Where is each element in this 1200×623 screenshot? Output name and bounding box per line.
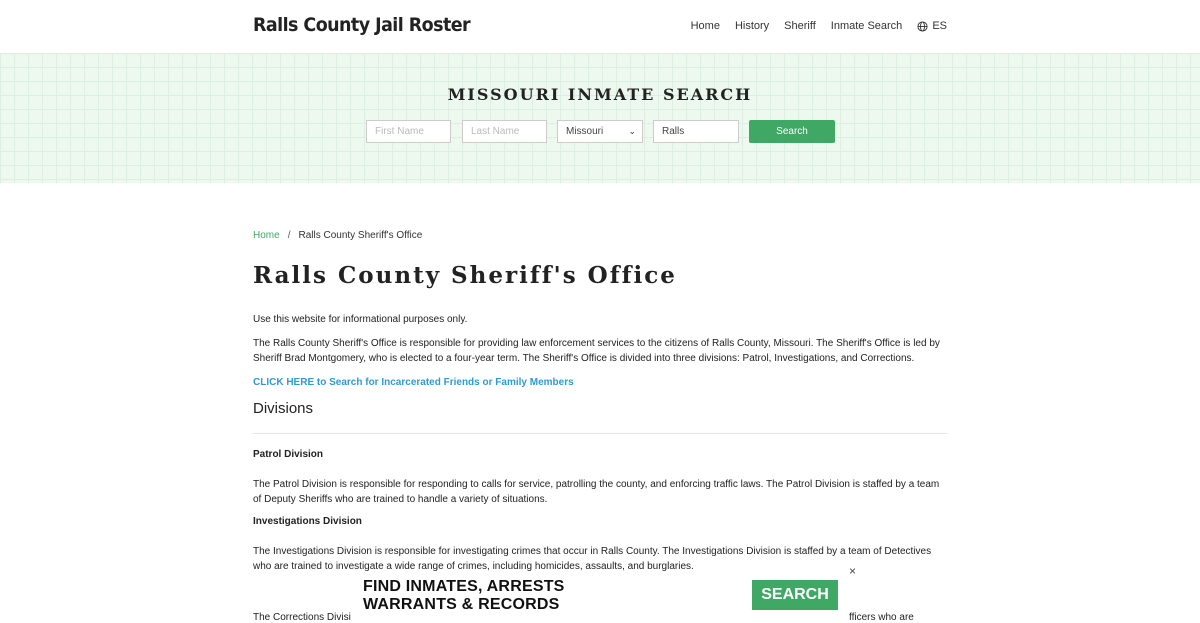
chevron-down-icon: ⌄ — [628, 126, 636, 136]
nav-inmate-search[interactable]: Inmate Search — [830, 20, 903, 32]
divisions-heading: Divisions — [253, 400, 314, 417]
nav-history[interactable]: History — [734, 20, 770, 32]
close-icon[interactable]: × — [849, 564, 857, 578]
last-name-input[interactable]: Last Name — [462, 120, 547, 143]
ad-line-2: WARRANTS & RECORDS — [363, 596, 560, 613]
description-text: The Ralls County Sheriff's Office is responsible for providing law enforcement services to the citizens of Ralls County, Missouri. The Sheriff's Office is led by Sheriff Brad Montgomery, who is elected to a four-year term. The Sheriff's Office is divided into three divisions: Patrol, Investigations, and Corrections. — [253, 338, 940, 364]
corrections-division-text: The Corrections Divisi — [253, 612, 351, 623]
language-switch[interactable] — [917, 20, 947, 32]
breadcrumb-separator: / — [287, 230, 291, 241]
language-label: ES — [932, 20, 947, 32]
investigations-division-text: The Investigations Division is responsible for investigating crimes that occur in Ralls County. The Investigations Division is staffed by a team of Detectives who are trained to investigate a wide range of crimes, including homicides, assaults, and burglaries. — [253, 546, 932, 572]
page-title: Ralls County Sheriff's Office — [253, 262, 677, 289]
investigations-division-heading: Investigations Division — [253, 516, 362, 527]
breadcrumb-current: Ralls County Sheriff's Office — [298, 230, 423, 241]
county-input[interactable]: Ralls — [653, 120, 739, 143]
patrol-division-text: The Patrol Division is responsible for responding to calls for service, patrolling the county, and enforcing traffic laws. The Patrol Division is staffed by a team of Deputy Sheriffs who are trained to handle a variety of situations. — [253, 479, 940, 505]
intro-text: Use this website for informational purposes only. — [253, 314, 468, 325]
site-header — [0, 0, 1200, 53]
breadcrumb-home[interactable]: Home — [253, 230, 280, 241]
nav-home[interactable]: Home — [690, 20, 720, 32]
patrol-division-heading: Patrol Division — [253, 449, 324, 460]
ad-headline[interactable] — [363, 578, 565, 614]
search-cta-link[interactable]: CLICK HERE to Search for Incarcerated Friends or Family Members — [253, 377, 574, 388]
ad-banner — [0, 564, 1200, 620]
corrections-division-text-end: fficers who are — [849, 612, 914, 623]
first-name-input[interactable]: First Name — [366, 120, 451, 143]
state-select[interactable] — [557, 120, 643, 143]
breadcrumb — [253, 230, 422, 241]
main-nav — [691, 20, 947, 32]
nav-sheriff[interactable]: Sheriff — [784, 20, 816, 32]
hero-title: MISSOURI INMATE SEARCH — [447, 85, 753, 104]
site-brand[interactable]: Ralls County Jail Roster — [253, 14, 471, 36]
globe-icon — [917, 21, 928, 32]
state-select-value: Missouri — [566, 126, 604, 137]
inmate-search-hero — [0, 53, 1200, 183]
ad-search-button[interactable]: SEARCH — [752, 580, 838, 610]
search-button[interactable]: Search — [749, 120, 835, 143]
divider — [253, 433, 947, 434]
ad-line-1: FIND INMATES, ARRESTS — [363, 578, 565, 595]
